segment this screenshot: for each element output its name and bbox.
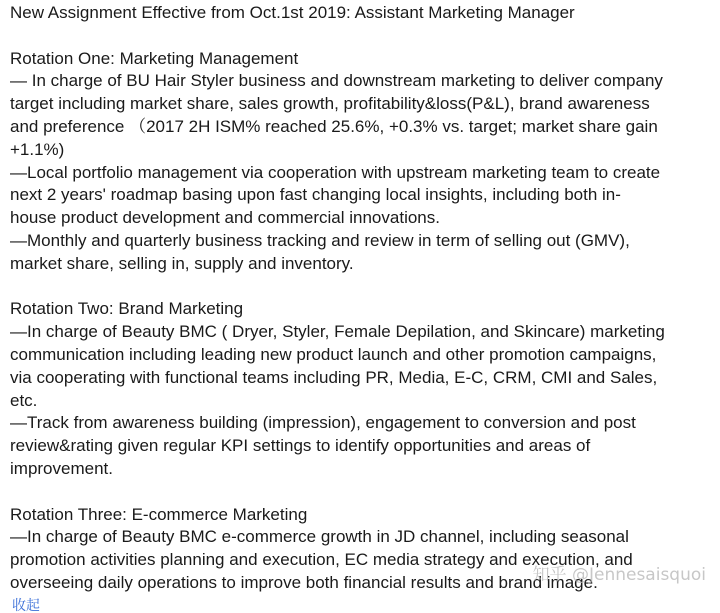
rotation-three-line: overseeing daily operations to improve both financial results and brand image. bbox=[10, 572, 598, 592]
rotation-three-heading: Rotation Three: E-commerce Marketing bbox=[10, 504, 308, 524]
rotation-two-heading: Rotation Two: Brand Marketing bbox=[10, 299, 244, 319]
rotation-two-line: improvement. bbox=[10, 458, 113, 478]
rotation-three-line: promotion activities planning and execution, EC media strategy and execution, and bbox=[10, 550, 633, 570]
rotation-two-line: review&rating given regular KPI settings to identify opportunities and areas of bbox=[10, 436, 591, 456]
rotation-one-line: house product development and commercial innovations. bbox=[10, 208, 440, 228]
rotation-two-line: —In charge of Beauty BMC ( Dryer, Styler, Female Depilation, and Skincare) marketing bbox=[10, 322, 665, 342]
rotation-three-line: —In charge of Beauty BMC e-commerce growth in JD channel, including seasonal bbox=[10, 527, 629, 547]
rotation-one-heading: Rotation One: Marketing Management bbox=[10, 48, 299, 68]
document-body bbox=[10, 2, 714, 595]
rotation-one-line: target including market share, sales growth, profitability&loss(P&L), brand awareness bbox=[10, 94, 650, 114]
spacer bbox=[10, 276, 714, 299]
rotation-two-line: via cooperating with functional teams including PR, Media, E-C, CRM, CMI and Sales, bbox=[10, 367, 658, 387]
document-title: New Assignment Effective from Oct.1st 2019: Assistant Marketing Manager bbox=[10, 3, 575, 22]
rotation-one-line: —Monthly and quarterly business tracking and review in term of selling out (GMV), bbox=[10, 230, 630, 250]
rotation-one-line: and preference （2017 2H ISM% reached 25.6%, +0.3% vs. target; market share gain bbox=[10, 116, 658, 136]
rotation-two-line: communication including leading new product launch and other promotion campaigns, bbox=[10, 344, 657, 364]
spacer bbox=[10, 481, 714, 504]
rotation-one-line: — In charge of BU Hair Styler business and downstream marketing to deliver company bbox=[10, 71, 663, 91]
watermark: 知乎 @Jennesaisquoi bbox=[532, 565, 706, 585]
rotation-two-line: etc. bbox=[10, 390, 38, 410]
rotation-one-line: +1.1%) bbox=[10, 139, 65, 159]
rotation-one-line: market share, selling in, supply and inventory. bbox=[10, 253, 354, 273]
rotation-two-line: —Track from awareness building (impression), engagement to conversion and post bbox=[10, 413, 636, 433]
rotation-one-line: next 2 years' roadmap basing upon fast changing local insights, including both in- bbox=[10, 185, 621, 205]
rotation-one-line: —Local portfolio management via cooperation with upstream marketing team to create bbox=[10, 162, 661, 182]
collapse-link[interactable]: 收起 bbox=[12, 597, 40, 613]
spacer bbox=[10, 25, 714, 48]
